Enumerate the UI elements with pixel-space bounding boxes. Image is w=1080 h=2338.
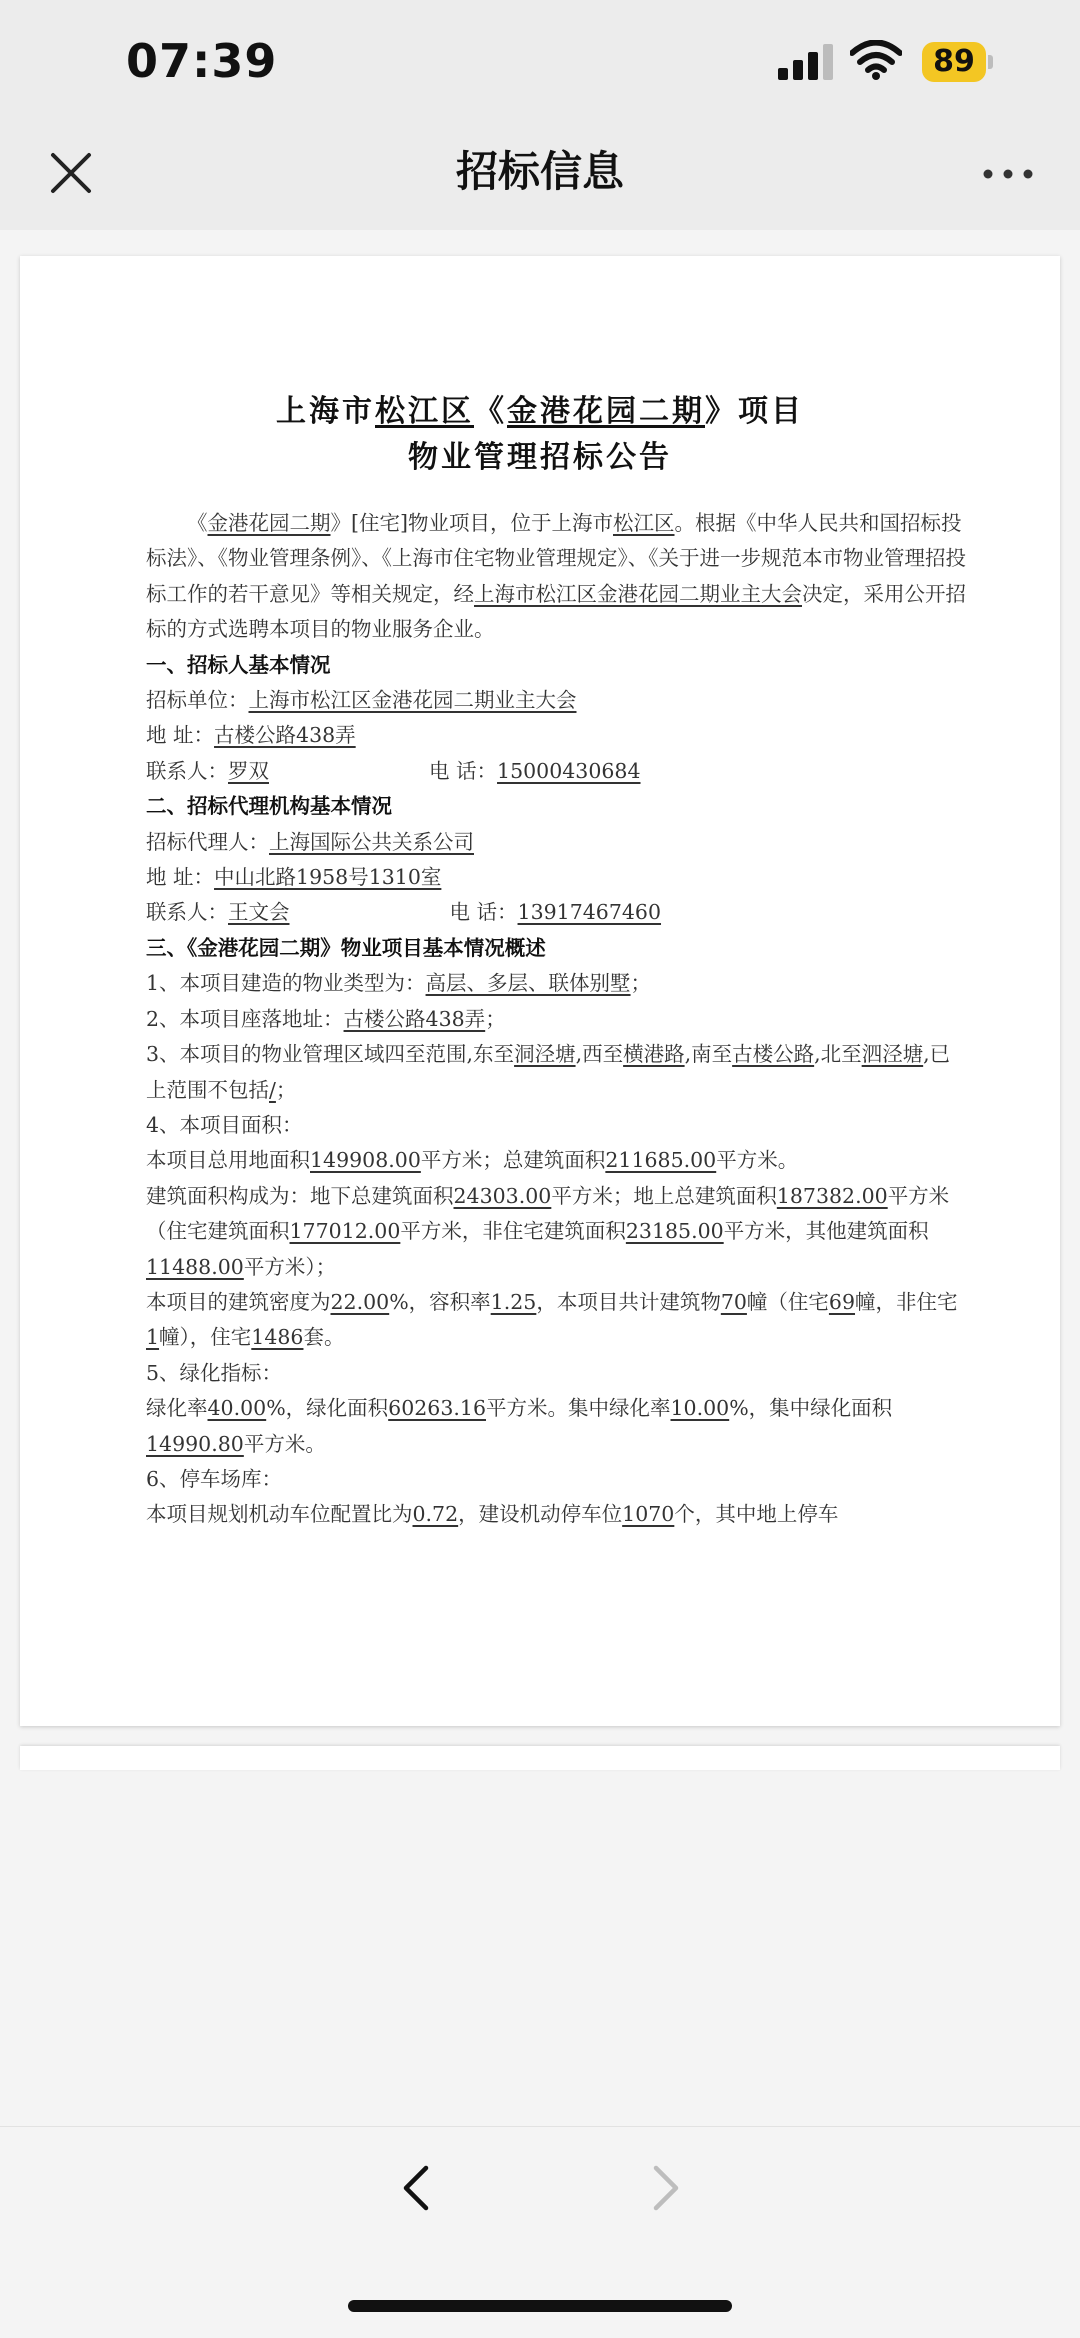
home-indicator[interactable] <box>348 2300 732 2312</box>
parking-ratio: 0.72 <box>412 1502 459 1527</box>
density-row <box>146 1285 966 1356</box>
item-text: 本项目总用地面积 <box>146 1148 310 1173</box>
parking-row <box>146 1497 966 1532</box>
central-greening-rate: 10.00 <box>670 1396 730 1421</box>
item-text: 3、本项目的物业管理区域四至范围,东至 <box>146 1042 515 1067</box>
plot-ratio: 1.25 <box>490 1289 537 1314</box>
item-text: 平方米。集中绿化率 <box>486 1396 671 1421</box>
item-text: 幢（住宅 <box>746 1289 829 1314</box>
boundary-north: 泗泾塘 <box>861 1042 924 1067</box>
agent-row <box>146 825 966 860</box>
title-open-bracket: 《 <box>474 394 507 429</box>
housing-units: 1486 <box>251 1325 304 1350</box>
aboveground-area: 187382.00 <box>776 1183 888 1208</box>
area-composition-row <box>146 1179 966 1285</box>
other-area: 11488.00 <box>146 1254 244 1279</box>
item-text: ,南至 <box>684 1042 733 1067</box>
item-text: 平方米，其他建筑面积 <box>723 1219 929 1244</box>
item-4: 4、本项目面积： <box>146 1112 303 1137</box>
parking-spaces: 1070 <box>622 1502 675 1527</box>
item-6: 6、停车场库： <box>146 1466 283 1491</box>
residential-buildings: 69 <box>828 1289 856 1314</box>
status-time: 07:39 <box>126 34 278 88</box>
agent-contact: 王文会 <box>228 900 290 925</box>
property-types: 高层、多层、联体别墅 <box>425 971 631 996</box>
item-text: 本项目的建筑密度为 <box>146 1289 331 1314</box>
field-label: 联系人： <box>146 900 228 925</box>
battery-level: 89 <box>922 42 986 82</box>
battery-indicator <box>922 42 994 82</box>
item-text: ,北至 <box>814 1042 862 1067</box>
intro-text: 决定，采用公开招标的方式选聘本项目的物业服务企业。 <box>146 581 966 642</box>
residential-area: 177012.00 <box>289 1219 401 1244</box>
document-body <box>146 506 966 1533</box>
agent-contact-row <box>146 895 966 930</box>
item-1 <box>146 966 966 1001</box>
underground-area: 24303.00 <box>453 1183 552 1208</box>
tenderer-contact-row <box>146 754 966 789</box>
doc-title-line-2: 物业管理招标公告 <box>408 440 672 475</box>
item-text: 本项目规划机动车位配置比为 <box>146 1502 413 1527</box>
intro-text: 《 <box>187 511 208 535</box>
central-greening-area: 14990.80 <box>146 1431 244 1456</box>
item-text: 建筑面积构成为：地下总建筑面积 <box>146 1183 454 1208</box>
item-text: 平方米）； <box>243 1254 337 1279</box>
section-2-heading: 二、招标代理机构基本情况 <box>146 794 392 819</box>
title-city: 上海市 <box>276 394 375 429</box>
item-text: %，容积率 <box>389 1289 491 1314</box>
item-text: ,已上范围不包括 <box>146 1042 951 1102</box>
non-residential-area: 23185.00 <box>625 1219 724 1244</box>
total-floor-area: 211685.00 <box>605 1148 717 1173</box>
title-project-name: 金港花园二期 <box>507 394 705 429</box>
building-count: 70 <box>720 1289 747 1314</box>
field-label: 地 址： <box>146 723 215 748</box>
wifi-icon <box>850 40 902 80</box>
boundary-east: 洞泾塘 <box>514 1042 576 1067</box>
non-residential-buildings: 1 <box>146 1325 160 1350</box>
tenderer-unit: 上海市松江区金港花园二期业主大会 <box>248 688 577 713</box>
item-3 <box>146 1037 966 1108</box>
item-text: 个，其中地上停车 <box>674 1502 839 1527</box>
boundary-south: 古楼公路 <box>732 1042 815 1067</box>
building-density: 22.00 <box>330 1289 390 1314</box>
item-text: 平方米。 <box>716 1148 799 1173</box>
field-label: 招标代理人： <box>146 829 269 854</box>
intro-text: 》[住宅]物业项目，位于上海市 <box>330 511 613 535</box>
more-icon[interactable] <box>980 160 1036 188</box>
title-district: 松江区 <box>375 394 474 429</box>
field-label: 地 址： <box>146 865 215 890</box>
section-1-heading: 一、招标人基本情况 <box>146 652 331 677</box>
item-text: 幢），住宅 <box>159 1325 252 1350</box>
cellular-signal-icon <box>778 44 834 80</box>
chevron-right-icon[interactable] <box>650 2164 684 2212</box>
item-text: ，本项目共计建筑物 <box>536 1289 721 1314</box>
item-text: 平方米（住宅建筑面积 <box>146 1183 950 1244</box>
field-label: 电 话： <box>449 900 518 925</box>
intro-district: 松江区 <box>613 511 675 535</box>
field-label: 电 话： <box>429 758 498 783</box>
agent-address: 中山北路1958号1310室 <box>214 865 442 890</box>
item-text: ,西至 <box>575 1042 624 1067</box>
tenderer-address-row <box>146 718 966 753</box>
field-label: 联系人： <box>146 758 228 783</box>
item-text: 1、本项目建造的物业类型为： <box>146 971 426 996</box>
page-title: 招标信息 <box>455 147 624 196</box>
item-text: %，绿化面积 <box>266 1396 389 1421</box>
tenderer-contact: 罗双 <box>228 758 269 783</box>
item-text: ，建设机动停车位 <box>458 1502 623 1527</box>
top-bar <box>0 0 1080 230</box>
tenderer-phone: 15000430684 <box>497 758 641 783</box>
property-address: 古楼公路438弄 <box>343 1006 486 1031</box>
land-area: 149908.00 <box>310 1148 421 1173</box>
intro-owners-assembly: 上海市松江区金港花园二期业主大会 <box>474 581 802 606</box>
item-text: 2、本项目座落地址： <box>146 1006 344 1031</box>
field-label: 招标单位： <box>146 688 249 713</box>
document-page[interactable] <box>20 256 1060 1726</box>
document-next-page[interactable] <box>20 1746 1060 1770</box>
item-text: 平方米。 <box>243 1431 326 1456</box>
intro-paragraph <box>146 506 966 648</box>
item-text: ； <box>485 1006 506 1031</box>
intro-project: 金港花园二期 <box>207 511 331 535</box>
agent-phone: 13917467460 <box>517 900 662 925</box>
chevron-left-icon[interactable] <box>398 2164 432 2212</box>
item-text: 平方米；地上总建筑面积 <box>551 1183 777 1208</box>
intro-text: 。根据《中华人民共和国招标投标法》、《物业管理条例》、《上海市住宅物业管理规定》、《关于进一步规范本市物业管理招投标工作的若干意见》等相关规定，经 <box>146 511 966 606</box>
item-text: 幢，非住宅 <box>855 1289 958 1314</box>
tenderer-address: 古楼公路438弄 <box>214 723 356 748</box>
tenderer-unit-row <box>146 683 966 718</box>
greening-row <box>146 1391 966 1462</box>
item-text: ； <box>275 1077 297 1102</box>
title-project-suffix: 》项目 <box>705 394 804 429</box>
item-5: 5、绿化指标： <box>146 1360 283 1385</box>
item-text: 平方米，非住宅建筑面积 <box>400 1219 626 1244</box>
agent-address-row <box>146 860 966 895</box>
item-2 <box>146 1002 966 1037</box>
boundary-west: 横港路 <box>623 1042 685 1067</box>
greening-area: 60263.16 <box>388 1396 486 1421</box>
item-text: 套。 <box>303 1325 345 1350</box>
item-text: 平方米；总建筑面积 <box>420 1148 606 1173</box>
area-total-row <box>146 1143 966 1178</box>
item-text: ； <box>630 971 652 996</box>
boundary-exclusion: / <box>269 1077 276 1102</box>
agent-name: 上海国际公共关系公司 <box>269 829 474 854</box>
section-3-heading: 三、《金港花园二期》物业项目基本情况概述 <box>146 935 546 960</box>
battery-tip <box>988 55 993 69</box>
item-text: 绿化率 <box>146 1396 208 1421</box>
doc-title-line-1 <box>20 386 1060 430</box>
greening-rate: 40.00 <box>207 1396 267 1421</box>
item-text: %，集中绿化面积 <box>729 1396 893 1421</box>
